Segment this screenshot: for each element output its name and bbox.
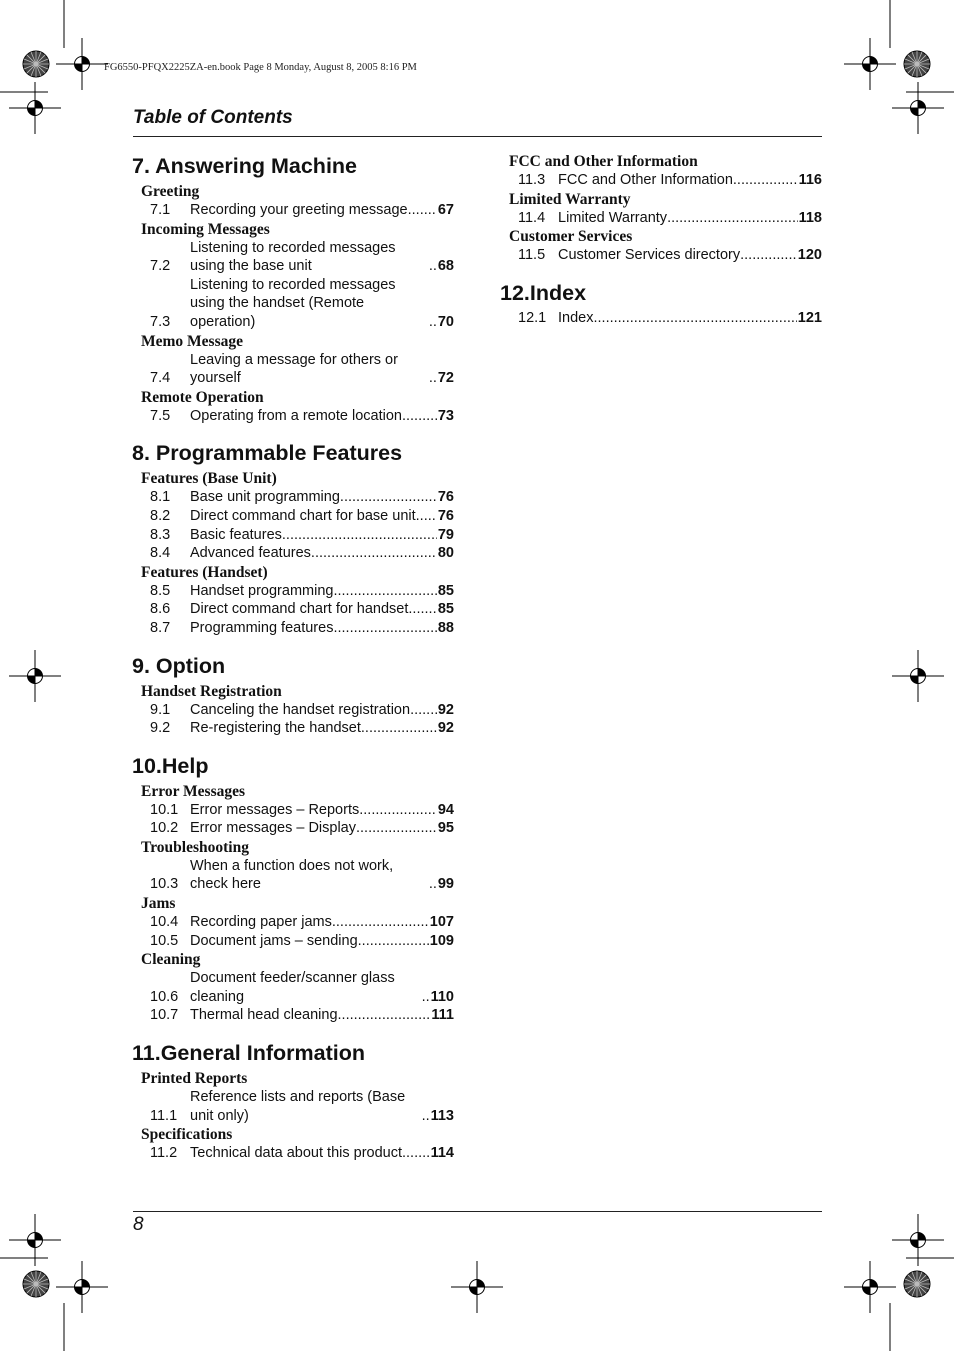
entry-page-number: 92	[437, 701, 454, 718]
toc-entry[interactable]	[518, 171, 822, 190]
toc-entry[interactable]	[150, 488, 454, 507]
toc-entry[interactable]	[150, 582, 454, 601]
toc-entry[interactable]	[150, 932, 454, 951]
entry-title: Leaving a message for others or yourself	[190, 351, 398, 387]
toc-entry[interactable]	[150, 351, 454, 388]
entry-title: Listening to recorded messages using the base unit	[190, 239, 396, 275]
entry-page-number: 95	[437, 820, 454, 837]
toc-entry[interactable]	[150, 1088, 454, 1125]
entry-title: Listening to recorded messages using the handset (Remote operation)	[190, 276, 396, 330]
entry-page-number: 114	[430, 1145, 454, 1162]
entry-number: 8.2	[150, 507, 171, 524]
entry-title: Re-registering the handset	[190, 720, 361, 737]
dot-leader	[733, 171, 798, 190]
entry-number: 7.3	[150, 313, 171, 330]
dot-leader	[740, 246, 797, 265]
entry-page-number: 116	[798, 172, 822, 188]
entry-page-number: 88	[437, 619, 454, 636]
toc-entry[interactable]	[150, 1006, 454, 1025]
entry-page-number: 67	[437, 202, 454, 218]
dot-leader	[402, 1144, 430, 1163]
footer-rule	[133, 1211, 822, 1212]
dot-leader	[282, 526, 437, 545]
entry-number: 10.2	[150, 820, 179, 837]
toc-chapter	[500, 279, 822, 328]
entry-page-number: 76	[437, 489, 454, 506]
dot-leader	[410, 701, 437, 720]
entry-title: Technical data about this product	[190, 1145, 402, 1162]
entry-title: Limited Warranty	[558, 209, 668, 226]
toc-entry[interactable]	[518, 309, 822, 328]
entry-page-number: 80	[437, 545, 454, 562]
dot-leader	[422, 988, 430, 1007]
toc-entry[interactable]	[150, 201, 454, 220]
section-heading: Jams	[141, 895, 176, 913]
toc-entry[interactable]	[150, 600, 454, 619]
dot-leader	[311, 544, 437, 563]
entry-title: Direct command chart for base unit	[190, 507, 416, 524]
entry-page-number: 92	[437, 720, 454, 737]
entry-number: 7.2	[150, 258, 171, 275]
entry-page-number: 73	[437, 407, 454, 424]
dot-leader	[402, 407, 437, 426]
toc-entry[interactable]	[518, 246, 822, 265]
toc-entry[interactable]	[150, 719, 454, 738]
entry-page-number: 109	[429, 932, 454, 949]
toc-entry[interactable]	[150, 407, 454, 426]
entry-page-number: 76	[437, 507, 454, 524]
section-heading: Error Messages	[141, 782, 246, 800]
entry-title: Handset programming	[190, 582, 334, 599]
entry-title: Reference lists and reports (Base unit only)	[190, 1089, 406, 1124]
entry-number: 7.1	[150, 202, 171, 218]
entry-page-number: 85	[437, 601, 454, 618]
entry-title: Recording your greeting message	[190, 202, 408, 218]
dot-leader	[408, 201, 437, 220]
section-heading: Features (Handset)	[141, 563, 268, 581]
entry-page-number: 79	[437, 526, 454, 543]
entry-page-number: 107	[429, 914, 454, 931]
chapter-title: 10.Help	[132, 753, 209, 778]
dot-leader	[408, 600, 436, 619]
entry-page-number: 85	[437, 582, 454, 599]
header-rule	[133, 136, 822, 137]
dot-leader	[416, 507, 437, 526]
entry-number: 10.3	[150, 876, 179, 893]
section-heading: Limited Warranty	[509, 190, 631, 208]
entry-title: Operating from a remote location	[190, 407, 402, 424]
toc-entry[interactable]	[150, 701, 454, 720]
section-heading: Incoming Messages	[141, 220, 270, 238]
entry-title: Document feeder/scanner glass cleaning	[190, 970, 395, 1005]
entry-page-number: 121	[797, 309, 822, 326]
toc-entry[interactable]	[150, 1144, 454, 1163]
print-slug: FG6550-PFQX2225ZA-en.book Page 8 Monday, August 8, 2005 8:16 PM	[104, 62, 417, 73]
toc-entry[interactable]	[150, 857, 454, 894]
toc-right-column	[500, 152, 822, 341]
entry-number: 7.5	[150, 407, 171, 424]
entry-number: 8.1	[150, 489, 171, 506]
entry-title: Error messages – Display	[190, 820, 356, 837]
page-number: 8	[133, 1214, 144, 1235]
entry-number: 7.4	[150, 370, 171, 387]
entry-title: Advanced features	[190, 545, 311, 562]
toc-chapter	[132, 439, 454, 637]
entry-page-number: 118	[798, 209, 822, 226]
page-header-title: Table of Contents	[133, 107, 293, 128]
toc-entry[interactable]	[150, 526, 454, 545]
toc-entry[interactable]	[150, 544, 454, 563]
entry-number: 11.2	[150, 1145, 178, 1162]
entry-number: 11.5	[518, 247, 546, 264]
section-heading: Features (Base Unit)	[141, 470, 277, 488]
toc-entry[interactable]	[518, 209, 822, 228]
toc-entry[interactable]	[150, 239, 454, 276]
entry-number: 8.6	[150, 601, 171, 618]
dot-leader	[359, 801, 437, 820]
dot-leader	[333, 582, 436, 601]
section-heading: Greeting	[141, 183, 200, 200]
chapter-title: 7. Answering Machine	[132, 154, 358, 178]
entry-page-number: 72	[437, 370, 454, 387]
dot-leader	[422, 1107, 430, 1126]
entry-page-number: 68	[437, 258, 454, 275]
entry-title: Canceling the handset registration	[190, 701, 411, 718]
section-heading: FCC and Other Information	[509, 153, 698, 170]
section-heading: Handset Registration	[141, 682, 282, 700]
dot-leader	[332, 913, 429, 932]
entry-number: 10.6	[150, 988, 179, 1005]
chapter-title: 8. Programmable Features	[132, 441, 403, 466]
dot-leader	[356, 819, 437, 838]
entry-page-number: 99	[437, 876, 454, 893]
toc-chapter	[500, 152, 822, 265]
section-heading: Printed Reports	[141, 1070, 248, 1088]
entry-number: 10.5	[150, 932, 179, 949]
section-heading: Cleaning	[141, 951, 201, 969]
dot-leader	[429, 875, 437, 894]
entry-title: Document jams – sending	[190, 932, 358, 949]
toc-chapter	[132, 752, 454, 1025]
section-heading: Remote Operation	[141, 388, 264, 406]
dot-leader	[667, 209, 798, 228]
entry-title: Basic features	[190, 526, 282, 543]
entry-title: Index	[558, 309, 594, 326]
toc-entry[interactable]	[150, 619, 454, 638]
section-heading: Memo Message	[141, 332, 243, 350]
dot-leader	[429, 313, 437, 332]
entry-page-number: 113	[430, 1107, 454, 1124]
toc-entry[interactable]	[150, 276, 454, 332]
entry-number: 8.7	[150, 619, 171, 636]
entry-title: FCC and Other Information	[558, 172, 733, 188]
entry-title: Customer Services directory	[558, 247, 741, 264]
toc-left-column	[132, 152, 454, 1177]
entry-title: Error messages – Reports	[190, 801, 360, 818]
toc-chapter	[132, 652, 454, 738]
entry-number: 12.1	[518, 309, 547, 326]
toc-entry[interactable]	[150, 507, 454, 526]
entry-number: 8.3	[150, 526, 171, 543]
section-heading: Specifications	[141, 1126, 233, 1144]
entry-number: 11.4	[518, 209, 546, 226]
toc-chapter	[132, 152, 454, 425]
chapter-title: 9. Option	[132, 653, 226, 678]
dot-leader	[340, 488, 437, 507]
entry-page-number: 110	[430, 988, 454, 1005]
toc-chapter	[132, 1039, 454, 1163]
toc-entry[interactable]	[150, 913, 454, 932]
toc-entry[interactable]	[150, 819, 454, 838]
entry-title: Direct command chart for handset	[190, 601, 409, 618]
entry-number: 8.5	[150, 582, 171, 599]
chapter-title: 12.Index	[500, 280, 587, 305]
entry-number: 10.4	[150, 914, 179, 931]
dot-leader	[593, 309, 796, 328]
entry-title: Thermal head cleaning	[190, 1007, 338, 1024]
dot-leader	[429, 257, 437, 276]
dot-leader	[361, 719, 437, 738]
entry-title: When a function does not work, check here	[190, 857, 394, 893]
entry-number: 8.4	[150, 545, 171, 562]
chapter-title: 11.General Information	[132, 1041, 365, 1066]
entry-page-number: 70	[437, 313, 454, 330]
entry-number: 11.1	[150, 1107, 178, 1124]
section-heading: Troubleshooting	[141, 838, 249, 856]
dot-leader	[429, 369, 437, 388]
section-heading: Customer Services	[509, 228, 633, 246]
entry-title: Base unit programming	[190, 489, 340, 506]
entry-number: 11.3	[518, 172, 546, 188]
entry-page-number: 111	[431, 1007, 454, 1024]
entry-title: Programming features	[190, 619, 334, 636]
entry-number: 9.2	[150, 720, 171, 737]
toc-entry[interactable]	[150, 801, 454, 820]
entry-number: 9.1	[150, 701, 171, 718]
entry-page-number: 94	[437, 801, 454, 818]
dot-leader	[358, 932, 429, 951]
dot-leader	[333, 619, 436, 638]
dot-leader	[338, 1006, 431, 1025]
toc-entry[interactable]	[150, 969, 454, 1006]
entry-number: 10.1	[150, 801, 179, 818]
entry-title: Recording paper jams	[190, 914, 332, 931]
entry-page-number: 120	[797, 247, 822, 264]
entry-number: 10.7	[150, 1007, 179, 1024]
